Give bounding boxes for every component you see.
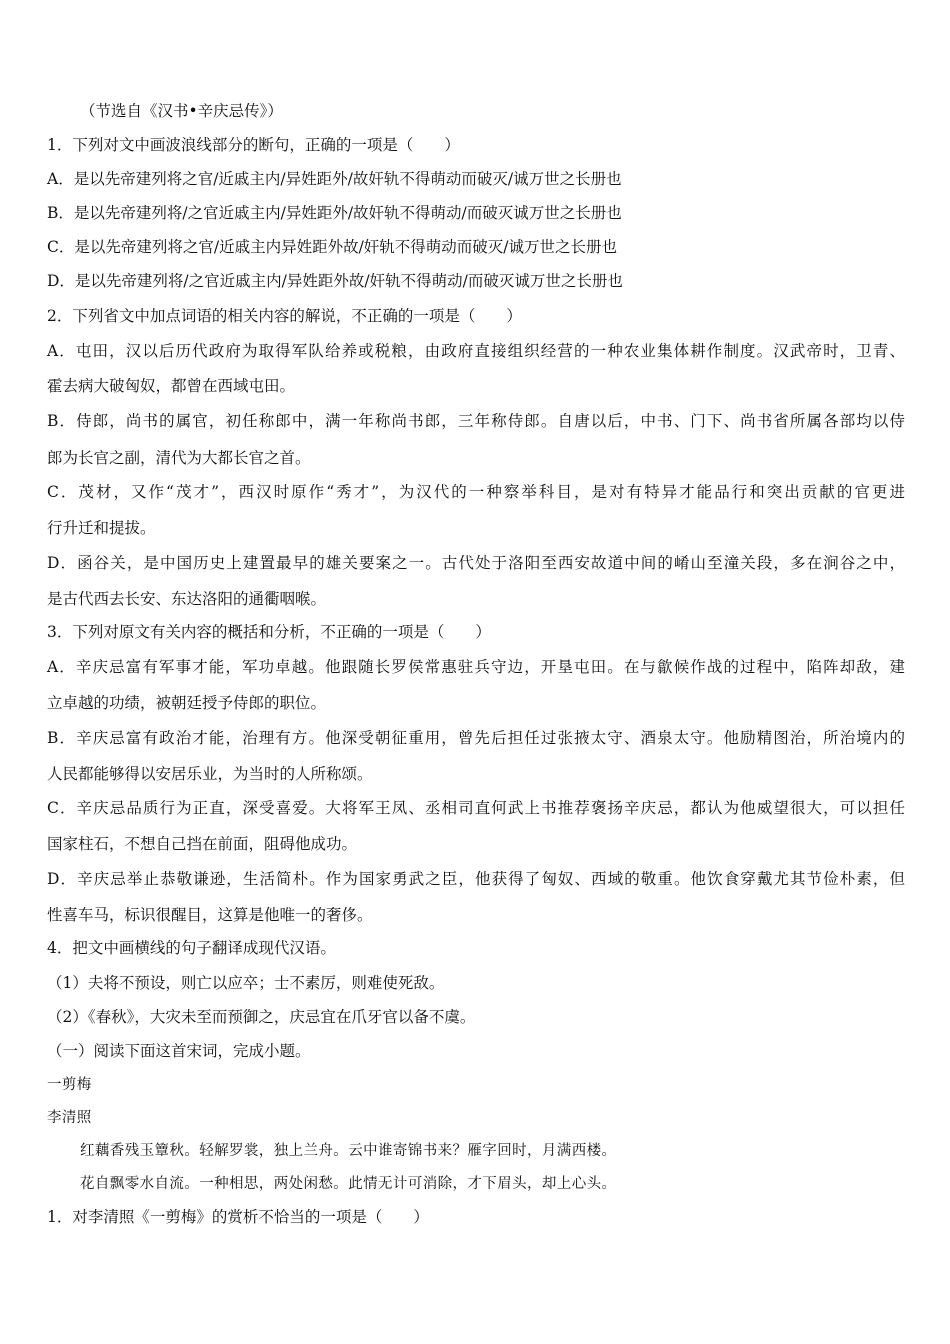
question-3-stem: 3．下列对原文有关内容的概括和分析，不正确的一项是（ ） (47, 623, 491, 641)
question-3-option-d-line2: 性喜车马，标识很醒目，这算是他唯一的奢侈。 (47, 906, 373, 924)
question-2-option-a-line2: 霍去病大破匈奴，都曾在西域屯田。 (47, 377, 296, 395)
question-1-option-c: C．是以先帝建列将之官/近戚主内异姓距外故/奸轨不得萌动而破灭/诚万世之长册也 (47, 238, 618, 256)
question-3-option-c-line1: C．辛庆忌品质行为正直，深受喜爱。大将军王凤、丞相司直何武上书推荐褒扬辛庆忌，都认为他威望很大，可以担任 (47, 799, 905, 817)
poem-line-1: 红藕香残玉簟秋。轻解罗裳，独上兰舟。云中谁寄锦书来？雁字回时，月满西楼。 (80, 1143, 617, 1159)
question-1-option-a: A．是以先帝建列将之官/近戚主内/异姓距外/故奸轨不得萌动而破灭/诚万世之长册也 (47, 170, 622, 188)
question-2-stem: 2．下列省文中加点词语的相关内容的解说，不正确的一项是（ ） (47, 307, 522, 325)
poem-question-1-stem: 1．对李清照《一剪梅》的赏析不恰当的一项是（ ） (47, 1208, 429, 1226)
question-3-option-a-line1: A．辛庆忌富有军事才能，军功卓越。他跟随长罗侯常惠驻兵守边，开垦屯田。在与歙候作战的过程中，陷阵却敌，建 (47, 658, 905, 676)
question-1-option-d: D．是以先帝建列将/之官近戚主内/异姓距外故/奸轨不得萌动/而破灭诚万世之长册也 (47, 272, 623, 290)
poem-title: 一剪梅 (47, 1077, 92, 1093)
poem-author: 李清照 (47, 1110, 92, 1126)
question-3-option-d-line1: D．辛庆忌举止恭敬谦逊，生活简朴。作为国家勇武之臣，他获得了匈奴、西域的敬重。他饮食穿戴尤其节俭朴素，但 (47, 870, 905, 888)
question-2-option-d-line2: 是古代西去长安、东达洛阳的通衢咽喉。 (47, 590, 327, 608)
question-4-sentence-2: （2）《春秋》，大灾未至而预御之，庆忌宜在爪牙官以备不虞。 (47, 1008, 476, 1026)
section-heading: （一）阅读下面这首宋词，完成小题。 (47, 1042, 311, 1060)
question-2-option-c-line1: C．茂材，又作“茂才”，西汉时原作“秀才”，为汉代的一种察举科目，是对有特异才能品行和突出贡献的官更进 (47, 483, 905, 501)
question-4-sentence-1: （1）夫将不预设，则亡以应卒；士不素厉，则难使死敌。 (47, 974, 445, 992)
question-3-option-c-line2: 国家柱石，不想自己挡在前面，阻碍他成功。 (47, 835, 358, 853)
question-4-stem: 4．把文中画横线的句子翻译成现代汉语。 (47, 939, 336, 957)
question-2-option-d-line1: D．函谷关，是中国历史上建置最早的雄关要案之一。古代处于洛阳至西安故道中间的崤山至潼关段，多在涧谷之中， (47, 554, 905, 572)
question-3-option-b-line1: B．辛庆忌富有政治才能，治理有方。他深受朝征重用，曾先后担任过张掖太守、酒泉太守。他励精图治，所治境内的 (47, 729, 905, 747)
question-2-option-c-line2: 行升迁和提拔。 (47, 519, 156, 537)
question-2-option-b-line2: 郎为长官之副，清代为大都长官之首。 (47, 449, 311, 467)
poem-line-2: 花自飘零水自流。一种相思，两处闲愁。此情无计可消除，才下眉头，却上心头。 (80, 1176, 617, 1192)
question-2-option-a-line1: A．屯田，汉以后历代政府为取得军队给养或税粮，由政府直接组织经营的一种农业集体耕作制度。汉武帝时，卫青、 (47, 342, 905, 360)
question-3-option-b-line2: 人民都能够得以安居乐业，为当时的人所称颂。 (47, 765, 373, 783)
question-3-option-a-line2: 立卓越的功绩，被朝廷授予侍郎的职位。 (47, 694, 327, 712)
source-line: （节选自《汉书•辛庆忌传》） (80, 102, 283, 120)
question-1-option-b: B．是以先帝建列将/之官近戚主内/异姓距外/故奸轨不得萌动/而破灭诚万世之长册也 (47, 204, 622, 222)
question-1-stem: 1．下列对文中画波浪线部分的断句，正确的一项是（ ） (47, 136, 460, 154)
question-2-option-b-line1: B．侍郎，尚书的属官，初任称郎中，满一年称尚书郎，三年称侍郎。自唐以后，中书、门下、尚书省所属各部均以侍 (47, 412, 905, 430)
